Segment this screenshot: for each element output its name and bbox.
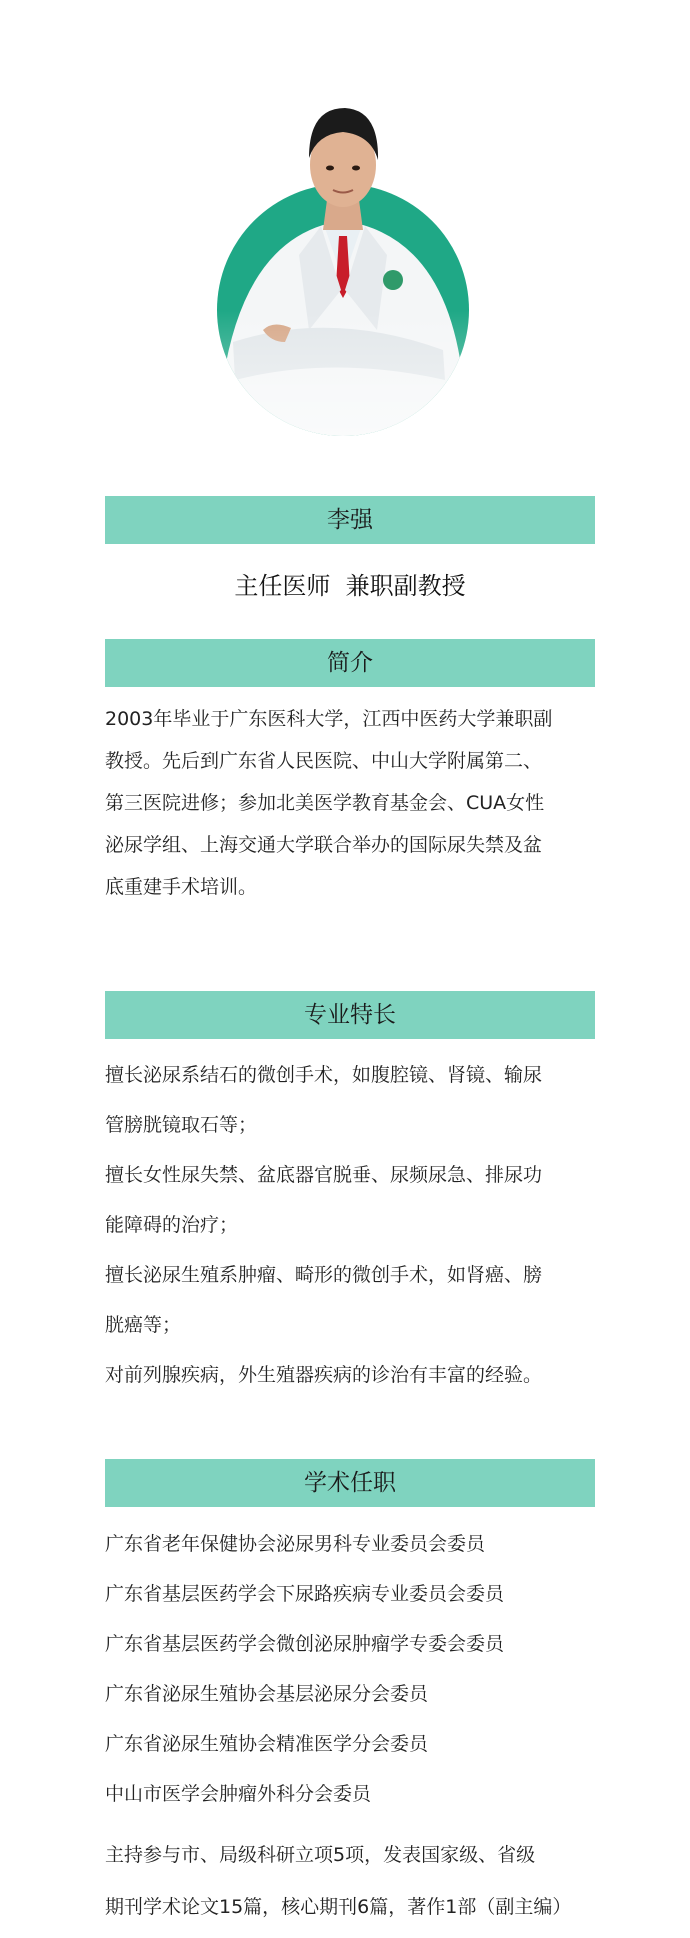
- positions-heading-bar: [105, 1459, 595, 1507]
- doctor-title: 主任医师 兼职副教授: [234, 572, 466, 600]
- summary-line: 主持参与市、局级科研立项5项，发表国家级、省级: [105, 1844, 536, 1866]
- research-summary: [105, 1829, 595, 1933]
- intro-text: [105, 698, 595, 908]
- positions-heading: 学术任职: [304, 1470, 396, 1496]
- list-item: 广东省老年保健协会泌尿男科专业委员会委员: [105, 1533, 486, 1555]
- specialty-line: 擅长泌尿生殖系肿瘤、畸形的微创手术，如肾癌、膀: [105, 1264, 543, 1286]
- list-item: 广东省泌尿生殖协会精准医学分会委员: [105, 1733, 429, 1755]
- specialty-heading: 专业特长: [304, 1002, 396, 1028]
- list-item: 中山市医学会肿瘤外科分会委员: [105, 1783, 372, 1805]
- specialty-line: 胱癌等；: [105, 1314, 182, 1336]
- intro-line: 2003年毕业于广东医科大学，江西中医药大学兼职副: [105, 708, 553, 730]
- list-item: 广东省基层医药学会微创泌尿肿瘤学专委会委员: [105, 1633, 505, 1655]
- specialty-line: 对前列腺疾病，外生殖器疾病的诊治有丰富的经验。: [105, 1364, 543, 1386]
- intro-line: 底重建手术培训。: [105, 876, 258, 898]
- intro-heading: 简介: [327, 650, 373, 676]
- list-item: 广东省基层医药学会下尿路疾病专业委员会委员: [105, 1583, 505, 1605]
- intro-line: 泌尿学组、上海交通大学联合举办的国际尿失禁及盆: [105, 834, 543, 856]
- list-item: 广东省泌尿生殖协会基层泌尿分会委员: [105, 1683, 429, 1705]
- doctor-portrait: [213, 80, 483, 440]
- name-bar: [105, 496, 595, 544]
- specialty-text: [105, 1050, 595, 1400]
- specialty-line: 管膀胱镜取石等；: [105, 1114, 258, 1136]
- intro-heading-bar: [105, 639, 595, 687]
- specialty-line: 擅长泌尿系结石的微创手术，如腹腔镜、肾镜、输尿: [105, 1064, 543, 1086]
- summary-line: 期刊学术论文15篇，核心期刊6篇，著作1部（副主编）: [105, 1896, 572, 1918]
- specialty-line: 擅长女性尿失禁、盆底器官脱垂、尿频尿急、排尿功: [105, 1164, 543, 1186]
- intro-line: 教授。先后到广东省人民医院、中山大学附属第二、: [105, 750, 543, 772]
- doctor-name: 李强: [327, 507, 373, 533]
- specialty-heading-bar: [105, 991, 595, 1039]
- specialty-line: 能障碍的治疗；: [105, 1214, 239, 1236]
- positions-list: [105, 1519, 504, 1819]
- intro-line: 第三医院进修；参加北美医学教育基金会、CUA女性: [105, 792, 545, 814]
